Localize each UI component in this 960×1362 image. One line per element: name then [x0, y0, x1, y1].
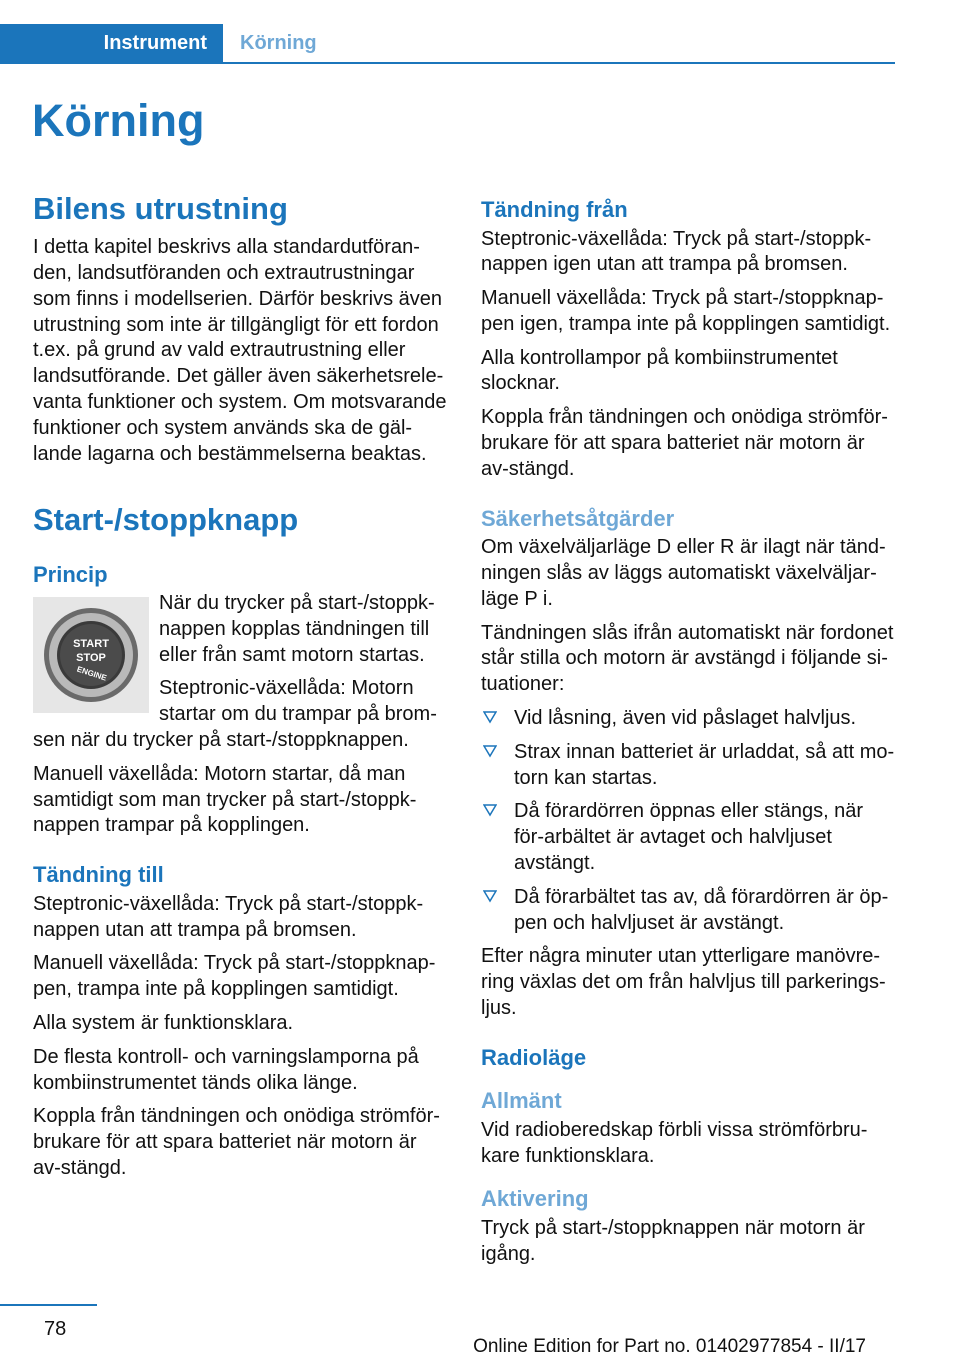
triangle-bullet-icon — [483, 710, 497, 724]
list-item — [481, 799, 895, 876]
header-tab-korning[interactable]: Körning — [240, 31, 317, 54]
equipment-text: I detta kapitel beskrivs alla standardutföran-den, landsutföranden och extrautrustningar som finns i modellserien. Därför beskrivs även utrustning som inte är tillgängligt för ett fordon t.ex. på grund av vald extrautrustning eller landsutförande. Det gäller även säkerhetsrele-vanta funktioner och system. Om motsvarande funktioner och system används ska de gäl-lande lagarna och bestämmelserna beaktas. — [33, 236, 447, 465]
list-item-text: Då förarbältet tas av, då förardörren är öp-pen och halvljuset är avstängt. — [514, 885, 889, 934]
section-title-equipment: Bilens utrustning — [33, 191, 288, 226]
start-label: START — [73, 638, 109, 651]
list-item-text: Då förardörren öppnas eller stängs, när för-arbältet är avtaget och halvljuset avstängt. — [514, 800, 864, 874]
activation-text: Tryck på start-/stoppknappen när motorn är igång. — [481, 1216, 865, 1265]
triangle-bullet-icon — [483, 744, 497, 758]
principle-text-2: Steptronic-växellåda: Motorn startar om du trampar på brom-sen när du trycker på start-/stoppknappen. — [33, 677, 437, 752]
subsection-title-ignition-on: Tändning till — [33, 862, 164, 888]
list-item — [481, 740, 895, 792]
section-title-radio: Radioläge — [481, 1044, 587, 1070]
left-column — [33, 180, 447, 1190]
header-tab-instrument[interactable]: Instrument — [0, 24, 223, 62]
principle-text-1: När du trycker på start-/stoppk-nappen kopplas tändningen till eller från samt motorn startas. — [159, 592, 435, 666]
chapter-title: Körning — [32, 95, 205, 146]
page-number: 78 — [44, 1318, 67, 1340]
general-text: Vid radioberedskap förbli vissa strömförbru-kare funktionsklara. — [481, 1118, 868, 1167]
start-stop-button-image — [33, 597, 149, 713]
footer-rule — [0, 1304, 97, 1306]
edition-note: Online Edition for Part no. 01402977854 - II/17 — [473, 1336, 866, 1357]
ignition-off-text-2: Manuell växellåda: Tryck på start-/stoppknap-pen igen, trampa inte på kopplingen samtidigt. — [481, 287, 891, 335]
subsection-title-ignition-off: Tändning från — [481, 197, 628, 222]
ignition-off-text-3: Alla kontrollampor på kombiinstrumentet slocknar. — [481, 346, 838, 395]
subsection-title-principle: Princip — [33, 561, 108, 587]
safety-text-1: Om växelväljarläge D eller R är ilagt när tänd-ningen slås av läggs automatiskt växelväljar-läge P i. — [481, 536, 886, 610]
ignition-on-text-4: De flesta kontroll- och varningslamporna på kombiinstrumentet tänds olika länge. — [33, 1045, 419, 1094]
list-item — [481, 885, 895, 937]
engine-label: ENGINE — [75, 664, 108, 683]
right-column — [481, 180, 895, 1275]
ignition-on-text-5: Koppla från tändningen och onödiga strömför-brukare för att spara batteriet när motorn är av-stängd. — [33, 1105, 440, 1179]
start-stop-engine-icon — [41, 605, 141, 705]
safety-text-2: Tändningen slås ifrån automatiskt när fordonet står stilla och motorn är avstängd i följande si-tuationer: — [481, 621, 894, 696]
list-item-text: Strax innan batteriet är urladdat, så att mo-torn kan startas. — [514, 740, 895, 789]
safety-bullet-list — [481, 706, 895, 936]
ignition-off-text-1: Steptronic-växellåda: Tryck på start-/stoppk-nappen igen utan att trampa på bromsen. — [481, 227, 872, 276]
ignition-on-text-1: Steptronic-växellåda: Tryck på start-/stoppk-nappen utan att trampa på bromsen. — [33, 892, 424, 941]
triangle-bullet-icon — [483, 889, 497, 903]
ignition-off-text-4: Koppla från tändningen och onödiga strömför-brukare för att spara batteriet när motorn är av-stängd. — [481, 406, 888, 480]
subsection-title-activation: Aktivering — [481, 1186, 589, 1212]
section-title-start-stop: Start-/stoppknapp — [33, 502, 299, 538]
ignition-on-text-3: Alla system är funktionsklara. — [33, 1011, 294, 1034]
subsection-title-safety: Säkerhetsåtgärder — [481, 505, 675, 531]
header-bar — [0, 24, 895, 64]
principle-text-3: Manuell växellåda: Motorn startar, då man samtidigt som man trycker på start-/stoppk-nappen trampar på kopplingen. — [33, 762, 417, 837]
triangle-bullet-icon — [483, 803, 497, 817]
list-item-text: Vid låsning, även vid påslaget halvljus. — [514, 706, 857, 729]
safety-text-3: Efter några minuter utan ytterligare manövre-ring växlas det om från halvljus till parkerings-ljus. — [481, 945, 886, 1019]
ignition-on-text-2: Manuell växellåda: Tryck på start-/stoppknap-pen, trampa inte på kopplingen samtidigt. — [33, 952, 436, 1001]
stop-label: STOP — [76, 652, 106, 665]
subsection-title-general: Allmänt — [481, 1088, 562, 1114]
list-item — [481, 706, 895, 732]
